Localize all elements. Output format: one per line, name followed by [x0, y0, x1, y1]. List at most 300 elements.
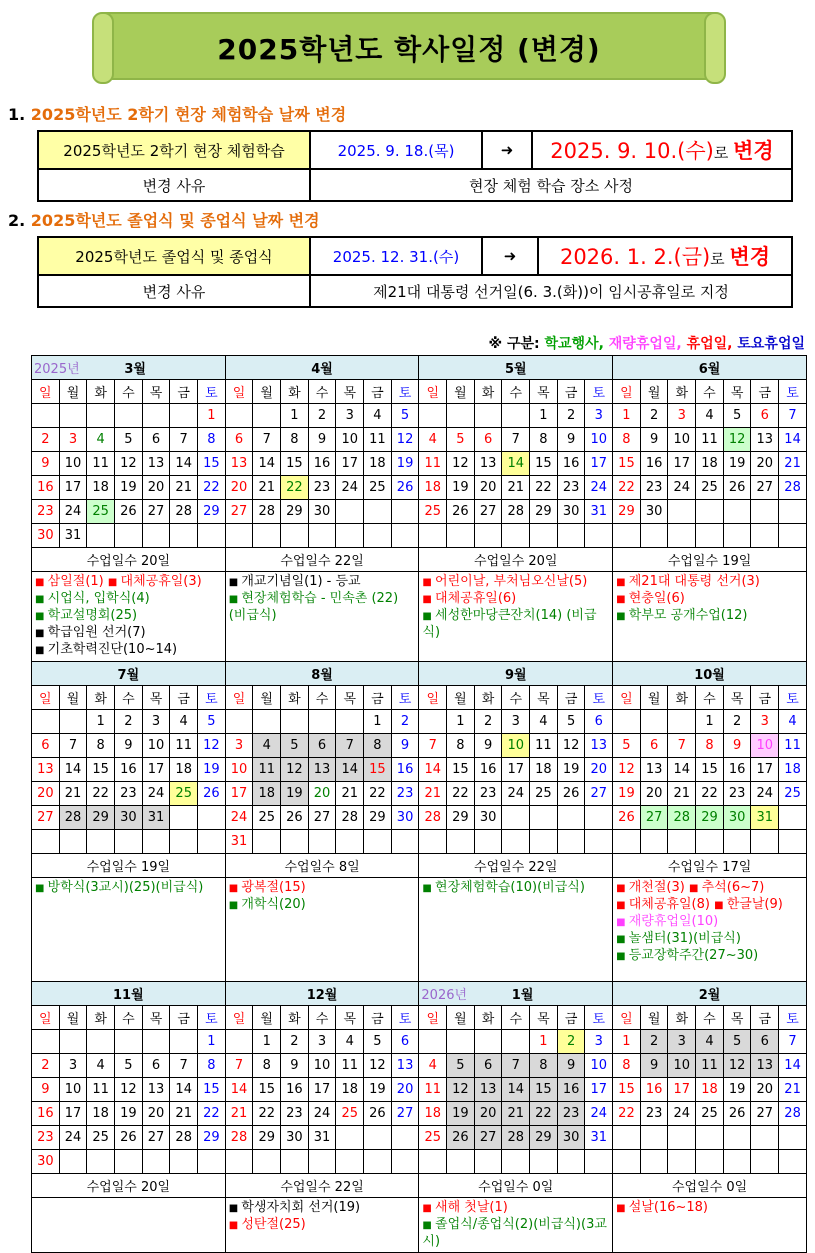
weekday-header: 일 — [613, 686, 641, 710]
weekday-header: 토 — [585, 686, 613, 710]
day-cell: 21 — [668, 782, 696, 806]
day-cell — [87, 1030, 115, 1054]
reason-label: 변경 사유 — [38, 275, 310, 307]
month-notes — [419, 1198, 613, 1253]
day-cell: 30 — [640, 500, 668, 524]
day-cell: 25 — [87, 1126, 115, 1150]
day-cell: 4 — [336, 1030, 364, 1054]
day-cell: 22 — [530, 1102, 558, 1126]
day-cell: 22 — [87, 782, 115, 806]
day-cell — [419, 710, 447, 734]
day-cell: 11 — [87, 452, 115, 476]
weekday-header: 일 — [613, 1006, 641, 1030]
day-cell — [170, 1030, 198, 1054]
weekday-header: 수 — [502, 1006, 530, 1030]
day-cell: 27 — [308, 806, 336, 830]
day-cell: 31 — [142, 806, 170, 830]
day-cell: 20 — [142, 476, 170, 500]
class-days-count: 수업일수 20일 — [419, 548, 613, 572]
day-cell — [253, 710, 281, 734]
note-text: 학급임원 선거(7) — [47, 625, 146, 640]
note-item — [616, 931, 741, 946]
day-cell: 14 — [336, 758, 364, 782]
day-cell: 9 — [281, 1054, 309, 1078]
change-text: 변경 — [733, 139, 774, 163]
day-cell — [447, 524, 475, 548]
day-cell: 22 — [253, 1102, 281, 1126]
day-cell — [613, 1126, 641, 1150]
day-cell: 7 — [170, 1054, 198, 1078]
day-cell: 16 — [723, 758, 751, 782]
day-cell: 2 — [723, 710, 751, 734]
day-cell: 9 — [474, 734, 502, 758]
day-cell — [115, 404, 143, 428]
weekday-header: 수 — [115, 686, 143, 710]
day-cell: 5 — [391, 404, 419, 428]
day-cell: 24 — [668, 476, 696, 500]
month-header — [419, 356, 613, 380]
day-cell — [779, 500, 807, 524]
day-cell: 19 — [723, 452, 751, 476]
day-cell: 17 — [585, 1078, 613, 1102]
day-cell: 22 — [198, 476, 226, 500]
day-cell — [668, 1126, 696, 1150]
day-cell — [364, 1126, 392, 1150]
day-cell: 8 — [613, 428, 641, 452]
day-cell: 2 — [32, 1054, 60, 1078]
day-cell — [59, 404, 87, 428]
month-name: 11월 — [113, 988, 144, 1003]
day-cell: 11 — [336, 1054, 364, 1078]
day-cell: 23 — [640, 1102, 668, 1126]
weekday-header: 목 — [723, 1006, 751, 1030]
day-cell: 1 — [696, 710, 724, 734]
day-cell: 29 — [530, 500, 558, 524]
day-cell: 6 — [640, 734, 668, 758]
day-cell — [198, 806, 226, 830]
day-cell — [198, 1150, 226, 1174]
day-cell — [364, 830, 392, 854]
note-item — [616, 948, 758, 963]
note-item — [35, 574, 104, 589]
day-cell: 21 — [225, 1102, 253, 1126]
weekday-header: 화 — [668, 1006, 696, 1030]
day-cell — [308, 830, 336, 854]
weekday-header: 토 — [585, 1006, 613, 1030]
day-cell: 17 — [751, 758, 779, 782]
day-cell: 29 — [364, 806, 392, 830]
reason-text: 제21대 대통령 선거일(6. 3.(화))이 임시공휴일로 지정 — [310, 275, 792, 307]
day-cell: 12 — [447, 452, 475, 476]
month-name: 2월 — [698, 988, 721, 1003]
month-name: 1월 — [511, 988, 534, 1003]
day-cell: 15 — [530, 452, 558, 476]
bullet-icon: ■ — [688, 883, 702, 894]
day-cell: 3 — [585, 404, 613, 428]
day-cell: 17 — [59, 1102, 87, 1126]
note-text: 새해 첫날(1) — [435, 1200, 508, 1215]
day-cell: 10 — [59, 452, 87, 476]
day-cell: 25 — [530, 782, 558, 806]
day-cell: 4 — [530, 710, 558, 734]
day-cell: 18 — [364, 452, 392, 476]
class-days-count: 수업일수 17일 — [613, 854, 807, 878]
day-cell: 13 — [640, 758, 668, 782]
day-cell: 4 — [87, 428, 115, 452]
weekday-header: 화 — [474, 686, 502, 710]
day-cell: 5 — [723, 404, 751, 428]
day-cell: 21 — [779, 452, 807, 476]
day-cell: 19 — [115, 1102, 143, 1126]
day-cell — [447, 1150, 475, 1174]
day-cell — [751, 524, 779, 548]
note-item — [229, 1200, 360, 1215]
day-cell: 3 — [585, 1030, 613, 1054]
day-cell — [640, 1126, 668, 1150]
day-cell: 9 — [723, 734, 751, 758]
day-cell: 5 — [447, 428, 475, 452]
day-cell: 26 — [557, 782, 585, 806]
section-text: 2025학년도 2학기 현장 체험학습 날짜 변경 — [30, 105, 347, 124]
legend-saturday-holiday: 토요휴업일 — [737, 336, 805, 352]
bullet-icon: ■ — [422, 594, 436, 605]
note-text: 시업식, 입학식(4) — [47, 591, 150, 606]
day-cell: 9 — [640, 1054, 668, 1078]
day-cell — [115, 524, 143, 548]
day-cell — [585, 524, 613, 548]
day-cell: 18 — [336, 1078, 364, 1102]
day-cell: 16 — [115, 758, 143, 782]
day-cell — [142, 1150, 170, 1174]
day-cell: 12 — [115, 452, 143, 476]
day-cell: 28 — [336, 806, 364, 830]
bullet-icon: ■ — [107, 577, 121, 588]
day-cell — [419, 1030, 447, 1054]
day-cell — [779, 1126, 807, 1150]
day-cell: 7 — [502, 428, 530, 452]
day-cell — [502, 524, 530, 548]
day-cell: 23 — [723, 782, 751, 806]
day-cell: 31 — [751, 806, 779, 830]
day-cell: 13 — [751, 428, 779, 452]
day-cell: 6 — [585, 710, 613, 734]
day-cell: 24 — [585, 1102, 613, 1126]
day-cell: 20 — [308, 782, 336, 806]
day-cell — [502, 1150, 530, 1174]
day-cell: 29 — [253, 1126, 281, 1150]
day-cell — [751, 500, 779, 524]
day-cell: 24 — [336, 476, 364, 500]
day-cell — [696, 500, 724, 524]
bullet-icon: ■ — [35, 883, 48, 894]
class-days-count: 수업일수 22일 — [225, 1174, 419, 1198]
day-cell: 27 — [32, 806, 60, 830]
day-cell: 10 — [502, 734, 530, 758]
day-cell: 10 — [668, 1054, 696, 1078]
day-cell — [613, 830, 641, 854]
legend-school-event: 학교행사, — [544, 336, 604, 352]
weekday-header: 화 — [87, 380, 115, 404]
note-text: 학교설명회(25) — [47, 608, 138, 623]
month-header — [225, 356, 419, 380]
day-cell: 16 — [640, 452, 668, 476]
day-cell — [336, 1150, 364, 1174]
day-cell: 30 — [281, 1126, 309, 1150]
day-cell — [557, 830, 585, 854]
day-cell: 24 — [59, 1126, 87, 1150]
day-cell: 18 — [170, 758, 198, 782]
reason-text: 현장 체험 학습 장소 사정 — [310, 169, 792, 201]
month-name: 3월 — [124, 362, 146, 377]
month-header — [613, 982, 807, 1006]
note-item — [616, 591, 685, 606]
year-label: 2025년 — [34, 362, 80, 377]
day-cell: 18 — [419, 476, 447, 500]
day-cell: 10 — [668, 428, 696, 452]
month-header — [32, 982, 226, 1006]
weekday-header: 목 — [530, 686, 558, 710]
day-cell: 22 — [613, 476, 641, 500]
day-cell: 10 — [308, 1054, 336, 1078]
day-cell — [336, 710, 364, 734]
note-text: 설날(16~18) — [628, 1200, 708, 1215]
bullet-icon: ■ — [422, 577, 436, 588]
weekday-header: 토 — [391, 380, 419, 404]
day-cell — [308, 710, 336, 734]
weekday-header: 수 — [308, 1006, 336, 1030]
weekday-header: 금 — [170, 686, 198, 710]
day-cell — [585, 830, 613, 854]
day-cell: 11 — [696, 428, 724, 452]
day-cell — [336, 500, 364, 524]
weekday-header: 월 — [253, 380, 281, 404]
weekday-header: 일 — [419, 1006, 447, 1030]
note-item — [229, 591, 398, 623]
day-cell — [557, 1150, 585, 1174]
day-cell: 15 — [613, 1078, 641, 1102]
day-cell: 23 — [640, 476, 668, 500]
bullet-icon: ■ — [35, 645, 48, 656]
note-text: 졸업식/종업식(2)(비급식)(3교시) — [422, 1217, 607, 1249]
day-cell: 28 — [253, 500, 281, 524]
day-cell: 2 — [557, 404, 585, 428]
day-cell: 26 — [391, 476, 419, 500]
day-cell: 22 — [364, 782, 392, 806]
day-cell — [225, 1150, 253, 1174]
day-cell: 27 — [391, 1102, 419, 1126]
weekday-header: 월 — [640, 380, 668, 404]
day-cell: 20 — [474, 1102, 502, 1126]
change-table-2 — [37, 236, 793, 308]
note-text: 추석(6~7) — [701, 880, 765, 895]
day-cell: 23 — [281, 1102, 309, 1126]
day-cell: 20 — [32, 782, 60, 806]
day-cell: 17 — [668, 1078, 696, 1102]
day-cell — [170, 830, 198, 854]
day-cell: 26 — [281, 806, 309, 830]
day-cell: 18 — [696, 1078, 724, 1102]
day-cell: 25 — [419, 1126, 447, 1150]
note-text: 대체공휴일(8) — [628, 897, 710, 912]
day-cell: 13 — [32, 758, 60, 782]
day-cell — [613, 710, 641, 734]
weekday-header: 월 — [640, 686, 668, 710]
day-cell: 16 — [281, 1078, 309, 1102]
day-cell: 29 — [613, 500, 641, 524]
weekday-header: 수 — [308, 686, 336, 710]
day-cell — [225, 524, 253, 548]
day-cell: 25 — [364, 476, 392, 500]
day-cell: 15 — [253, 1078, 281, 1102]
day-cell: 2 — [640, 1030, 668, 1054]
day-cell: 27 — [751, 476, 779, 500]
day-cell — [281, 710, 309, 734]
day-cell: 19 — [613, 782, 641, 806]
day-cell: 10 — [585, 428, 613, 452]
day-cell: 23 — [557, 1102, 585, 1126]
day-cell — [253, 1150, 281, 1174]
class-days-count: 수업일수 0일 — [419, 1174, 613, 1198]
day-cell: 6 — [142, 428, 170, 452]
day-cell — [142, 524, 170, 548]
new-date-cell — [532, 131, 792, 169]
day-cell: 24 — [751, 782, 779, 806]
day-cell: 27 — [751, 1102, 779, 1126]
note-item — [422, 1217, 607, 1249]
day-cell — [391, 1150, 419, 1174]
note-item — [714, 897, 783, 912]
weekday-header: 일 — [225, 1006, 253, 1030]
day-cell: 15 — [530, 1078, 558, 1102]
day-cell: 21 — [170, 476, 198, 500]
day-cell — [336, 830, 364, 854]
day-cell: 19 — [364, 1078, 392, 1102]
day-cell: 9 — [308, 428, 336, 452]
note-item — [35, 591, 150, 606]
day-cell — [142, 830, 170, 854]
day-cell: 11 — [530, 734, 558, 758]
note-item — [35, 880, 203, 895]
day-cell: 30 — [557, 500, 585, 524]
bullet-icon: ■ — [228, 594, 242, 605]
note-text: 현장체험학습 - 민속촌 (22)(비급식) — [228, 591, 399, 623]
day-cell — [668, 524, 696, 548]
day-cell — [530, 524, 558, 548]
month-name: 4월 — [311, 362, 333, 377]
day-cell: 22 — [613, 1102, 641, 1126]
day-cell: 18 — [87, 476, 115, 500]
day-cell: 19 — [447, 476, 475, 500]
month-header — [419, 982, 613, 1006]
day-cell: 30 — [115, 806, 143, 830]
month-header — [613, 356, 807, 380]
weekday-header: 화 — [281, 686, 309, 710]
month-notes — [32, 878, 226, 982]
day-cell: 8 — [530, 428, 558, 452]
day-cell — [87, 830, 115, 854]
day-cell: 21 — [170, 1102, 198, 1126]
weekday-header: 토 — [779, 1006, 807, 1030]
day-cell: 11 — [170, 734, 198, 758]
day-cell — [502, 806, 530, 830]
bullet-icon: ■ — [616, 951, 629, 962]
day-cell: 23 — [32, 500, 60, 524]
day-cell: 9 — [640, 428, 668, 452]
day-cell: 13 — [391, 1054, 419, 1078]
day-cell: 4 — [419, 1054, 447, 1078]
day-cell — [225, 404, 253, 428]
day-cell: 17 — [668, 452, 696, 476]
day-cell — [115, 1030, 143, 1054]
note-text: 재량휴업일(10) — [628, 914, 719, 929]
day-cell: 18 — [779, 758, 807, 782]
day-cell — [253, 524, 281, 548]
day-cell — [142, 1030, 170, 1054]
arrow-icon: ➜ — [482, 131, 532, 169]
day-cell: 19 — [115, 476, 143, 500]
day-cell: 7 — [59, 734, 87, 758]
note-item — [616, 574, 760, 589]
day-cell: 26 — [723, 1102, 751, 1126]
bullet-icon: ■ — [35, 577, 48, 588]
day-cell: 14 — [170, 1078, 198, 1102]
day-cell — [474, 404, 502, 428]
day-cell: 27 — [142, 1126, 170, 1150]
day-cell: 14 — [668, 758, 696, 782]
day-cell — [364, 500, 392, 524]
day-cell — [502, 404, 530, 428]
day-cell — [59, 1030, 87, 1054]
note-text: 어린이날, 부처님오신날(5) — [435, 574, 588, 589]
month-header — [32, 356, 226, 380]
day-cell: 2 — [640, 404, 668, 428]
day-cell — [170, 524, 198, 548]
day-cell: 18 — [419, 1102, 447, 1126]
day-cell: 13 — [308, 758, 336, 782]
weekday-header: 목 — [336, 380, 364, 404]
day-cell: 19 — [281, 782, 309, 806]
day-cell: 15 — [447, 758, 475, 782]
day-cell — [668, 830, 696, 854]
day-cell — [336, 524, 364, 548]
note-item — [616, 880, 685, 895]
day-cell: 29 — [530, 1126, 558, 1150]
day-cell: 23 — [557, 476, 585, 500]
day-cell: 29 — [198, 500, 226, 524]
day-cell — [613, 1150, 641, 1174]
title-banner — [104, 12, 714, 80]
day-cell: 22 — [198, 1102, 226, 1126]
month-name: 12월 — [306, 988, 338, 1003]
weekday-header: 금 — [751, 380, 779, 404]
day-cell: 31 — [59, 524, 87, 548]
weekday-header: 화 — [87, 686, 115, 710]
note-text: 놀샘터(31)(비급식) — [628, 931, 741, 946]
weekday-header: 목 — [723, 380, 751, 404]
weekday-header: 목 — [142, 1006, 170, 1030]
day-cell: 3 — [59, 428, 87, 452]
day-cell: 2 — [308, 404, 336, 428]
day-cell: 14 — [779, 1054, 807, 1078]
day-cell: 21 — [419, 782, 447, 806]
day-cell: 18 — [530, 758, 558, 782]
day-cell: 3 — [225, 734, 253, 758]
month-name: 10월 — [694, 668, 725, 683]
month-header — [225, 982, 419, 1006]
day-cell: 31 — [225, 830, 253, 854]
weekday-header: 일 — [225, 380, 253, 404]
day-cell — [170, 806, 198, 830]
